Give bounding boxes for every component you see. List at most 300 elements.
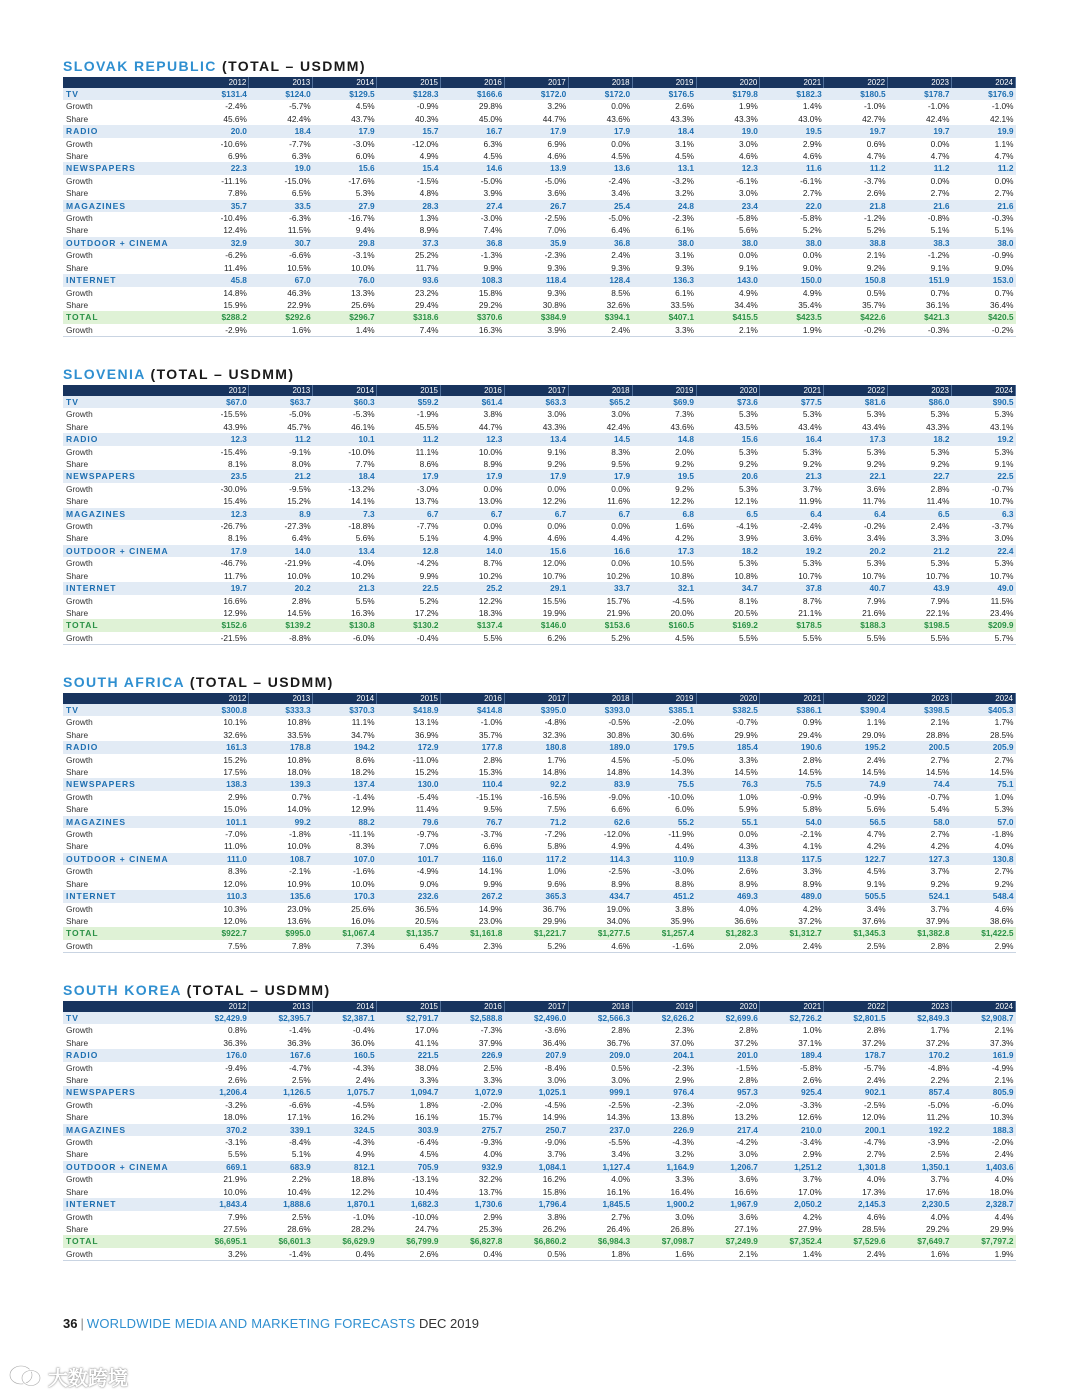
row-label: NEWSPAPERS [63, 1086, 185, 1098]
value-cell: 1,730.6 [441, 1198, 505, 1210]
value-cell: $318.6 [377, 311, 441, 323]
value-cell: 4.0% [738, 903, 758, 914]
value-cell: 17.1% [287, 1112, 311, 1123]
row-label: NEWSPAPERS [63, 778, 185, 790]
value-cell: 26.2% [542, 1223, 567, 1234]
value-cell: 10.2% [351, 570, 375, 581]
value-cell: -4.3% [672, 1137, 694, 1148]
value-cell: 8.7% [483, 558, 503, 569]
year-header-cell: 2023 [888, 1001, 952, 1012]
row-label: OUTDOOR + CINEMA [63, 545, 185, 557]
value-cell: 0.4% [355, 1248, 375, 1259]
row-label: INTERNET [63, 1198, 185, 1210]
value-cell: 22.9% [287, 299, 311, 310]
value-cell: 4.9% [419, 151, 439, 162]
value-cell: 76.7 [441, 816, 505, 828]
value-cell: 12.1% [734, 496, 758, 507]
value-cell: $6,601.3 [249, 1235, 313, 1247]
value-cell: 3.7% [930, 903, 950, 914]
value-cell: $370.6 [441, 311, 505, 323]
value-cell: 37.2% [862, 1037, 886, 1048]
value-cell: 5.2% [802, 225, 822, 236]
row-label: Growth [66, 1137, 93, 1148]
value-cell: $182.3 [760, 88, 824, 100]
value-cell: 3.7% [547, 1149, 567, 1160]
value-cell: 20.0% [670, 607, 694, 618]
row-label: RADIO [63, 433, 185, 445]
value-cell: 138.3 [185, 778, 249, 790]
value-cell: 18.2 [888, 433, 952, 445]
value-cell: 177.8 [441, 741, 505, 753]
row-label: Share [66, 1186, 89, 1197]
value-cell: 17.9 [568, 125, 632, 137]
value-cell: 2,050.2 [760, 1198, 824, 1210]
value-cell: $146.0 [504, 619, 568, 631]
value-cell: $7,352.4 [760, 1235, 824, 1247]
value-cell: 4.7% [930, 151, 950, 162]
value-cell: -10.0% [667, 791, 694, 802]
metric-row [63, 249, 1016, 261]
value-cell: -6.6% [289, 1099, 311, 1110]
value-cell: 36.1% [925, 299, 950, 310]
metric-row [63, 865, 1016, 877]
year-header-cell: 2020 [696, 693, 760, 704]
value-cell: -17.6% [348, 175, 375, 186]
value-cell: 3.0% [675, 1211, 694, 1222]
value-cell: 9.2% [866, 459, 886, 470]
metric-row [63, 1248, 1016, 1261]
year-header-cell: 2018 [568, 693, 632, 704]
value-cell: 35.7 [185, 200, 249, 212]
value-cell: 4.6% [802, 151, 822, 162]
metric-row [63, 903, 1016, 915]
value-cell: $395.0 [504, 704, 568, 716]
value-cell: $188.3 [824, 619, 888, 631]
value-cell: 25.6% [351, 903, 375, 914]
value-cell: 15.0% [223, 804, 247, 815]
value-cell: -0.5% [608, 717, 631, 728]
value-cell: -5.7% [863, 1062, 886, 1073]
value-cell: 11.5% [287, 225, 311, 236]
value-cell: 15.7% [478, 1112, 503, 1123]
value-cell: 7.8% [227, 188, 247, 199]
metric-row [63, 1186, 1016, 1198]
value-cell: 34.7 [696, 582, 760, 594]
value-cell: 117.5 [760, 853, 824, 865]
value-cell: 201.0 [696, 1049, 760, 1061]
value-cell: 13.6 [568, 162, 632, 174]
value-cell: 19.7 [888, 125, 952, 137]
value-cell: 25.3% [478, 1223, 503, 1234]
value-cell: 6.2% [547, 632, 567, 643]
value-cell: -0.4% [352, 1025, 375, 1036]
value-cell: 3.0% [738, 188, 758, 199]
section-title [63, 981, 1016, 999]
value-cell: 5.2% [866, 225, 886, 236]
value-cell: 37.3% [989, 1037, 1014, 1048]
year-header-cell: 2018 [568, 1001, 632, 1012]
value-cell: 2.9% [802, 138, 822, 149]
value-cell: -11.1% [221, 175, 247, 186]
value-cell: 5.2% [547, 940, 567, 951]
value-cell: 17.0% [414, 1025, 439, 1036]
value-cell: 34.4% [734, 299, 758, 310]
value-cell: 1,682.3 [377, 1198, 441, 1210]
value-cell: 19.5 [632, 470, 696, 482]
row-label: Growth [66, 1099, 93, 1110]
value-cell: 5.3% [802, 446, 822, 457]
value-cell: 1.7% [930, 1025, 950, 1036]
value-cell: 1,025.1 [504, 1086, 568, 1098]
year-header-cell: 2022 [824, 1001, 888, 1012]
value-cell: 267.2 [441, 890, 505, 902]
value-cell: 46.1% [351, 421, 375, 432]
value-cell: 71.2 [504, 816, 568, 828]
publication-date: DEC 2019 [418, 1316, 479, 1331]
value-cell: 161.3 [185, 741, 249, 753]
value-cell: 76.0 [313, 274, 377, 286]
value-cell: $86.0 [888, 396, 952, 408]
value-cell: 7.9% [866, 595, 886, 606]
value-cell: -3.6% [544, 1025, 567, 1036]
value-cell: 14.5 [568, 433, 632, 445]
value-cell: 29.1 [504, 582, 568, 594]
value-cell: 12.2% [542, 496, 567, 507]
value-cell: 5.4% [930, 804, 950, 815]
value-cell: $6,695.1 [185, 1235, 249, 1247]
value-cell: 10.3% [223, 903, 247, 914]
value-cell: 36.9% [414, 729, 439, 740]
value-cell: 1.4% [802, 1248, 822, 1259]
value-cell: 10.0% [351, 262, 375, 273]
category-row [63, 1198, 1016, 1210]
category-row [63, 582, 1016, 594]
value-cell: $386.1 [760, 704, 824, 716]
value-cell: 2.4% [994, 1149, 1014, 1160]
value-cell: 43.3% [734, 113, 758, 124]
value-cell: 8.7% [802, 595, 822, 606]
value-cell: 5.2% [419, 595, 439, 606]
row-label: Growth [66, 558, 93, 569]
value-cell: 4.5% [419, 1149, 439, 1160]
value-cell: 11.7% [415, 262, 439, 273]
value-cell: 26.8% [670, 1223, 694, 1234]
value-cell: $2,849.3 [888, 1012, 952, 1024]
value-cell: 217.4 [696, 1124, 760, 1136]
value-cell: 189.0 [568, 741, 632, 753]
value-cell: 1,796.4 [504, 1198, 568, 1210]
value-cell: 4.6% [866, 1211, 886, 1222]
row-label: Share [66, 1037, 89, 1048]
value-cell: 14.1% [478, 866, 503, 877]
year-header-cell: 2018 [568, 385, 632, 396]
value-cell: -30.0% [220, 483, 247, 494]
value-cell: 2.6% [675, 101, 694, 112]
value-cell: 705.9 [377, 1161, 441, 1173]
value-cell: 22.4 [952, 545, 1016, 557]
value-cell: 9.1% [930, 262, 950, 273]
value-cell: 180.8 [504, 741, 568, 753]
value-cell: -0.9% [416, 101, 439, 112]
value-cell: 9.6% [547, 878, 567, 889]
year-header-cell: 2013 [249, 77, 313, 88]
header-blank-cell [63, 1001, 185, 1012]
value-cell: 23.5 [185, 470, 249, 482]
value-cell: -4.1% [736, 521, 758, 532]
value-cell: 7.3% [355, 940, 375, 951]
value-cell: -2.5% [544, 213, 567, 224]
value-cell: 4.5% [483, 151, 503, 162]
value-cell: 2.5% [291, 1211, 311, 1222]
value-cell: 0.0% [611, 521, 631, 532]
value-cell: 4.7% [866, 829, 886, 840]
value-cell: 40.3% [414, 113, 439, 124]
value-cell: 12.0% [223, 915, 247, 926]
value-cell: 2,230.5 [888, 1198, 952, 1210]
row-label: TOTAL [63, 619, 185, 631]
value-cell: 2,145.3 [824, 1198, 888, 1210]
value-cell: 42.1% [989, 113, 1014, 124]
value-cell: 19.2 [952, 433, 1016, 445]
value-cell: 32.6% [606, 299, 631, 310]
value-cell: 5.2% [611, 632, 631, 643]
value-cell: 4.6% [547, 151, 567, 162]
value-cell: 49.0 [952, 582, 1016, 594]
value-cell: 1,870.1 [313, 1198, 377, 1210]
value-cell: 17.9 [504, 470, 568, 482]
value-cell: 16.0% [351, 915, 375, 926]
value-cell: $1,277.5 [568, 927, 632, 939]
value-cell: 18.0% [989, 1186, 1014, 1197]
value-cell: -2.4% [608, 175, 631, 186]
value-cell: 1,251.2 [760, 1161, 824, 1173]
row-label: Share [66, 1223, 89, 1234]
value-cell: 3.6% [547, 188, 567, 199]
value-cell: $81.6 [824, 396, 888, 408]
value-cell: 11.4% [415, 804, 439, 815]
year-header-cell: 2018 [568, 77, 632, 88]
year-header-cell: 2016 [441, 693, 505, 704]
category-row [63, 274, 1016, 286]
value-cell: 24.8 [632, 200, 696, 212]
category-row [63, 1012, 1016, 1024]
value-cell: 20.2 [824, 545, 888, 557]
value-cell: 122.7 [824, 853, 888, 865]
value-cell: 250.7 [504, 1124, 568, 1136]
row-label: Growth [66, 866, 93, 877]
value-cell: 110.3 [185, 890, 249, 902]
value-cell: 7.9% [930, 595, 950, 606]
value-cell: 38.0 [632, 237, 696, 249]
value-cell: 167.6 [249, 1049, 313, 1061]
value-cell: $423.5 [760, 311, 824, 323]
value-cell: 43.4% [862, 421, 886, 432]
value-cell: 36.8 [568, 237, 632, 249]
value-cell: -10.0% [412, 1211, 439, 1222]
metric-row [63, 483, 1016, 495]
row-label: Growth [66, 632, 93, 643]
year-header-cell: 2017 [504, 77, 568, 88]
year-header-cell: 2017 [504, 385, 568, 396]
value-cell: -15.1% [476, 791, 503, 802]
row-label: INTERNET [63, 274, 185, 286]
value-cell: 0.0% [930, 175, 950, 186]
value-cell: 957.3 [696, 1086, 760, 1098]
value-cell: 178.7 [824, 1049, 888, 1061]
value-cell: -4.9% [416, 866, 439, 877]
value-cell: 29.2% [925, 1223, 950, 1234]
value-cell: 6.7 [568, 508, 632, 520]
value-cell: 93.6 [377, 274, 441, 286]
metric-row [63, 1099, 1016, 1111]
value-cell: 12.3 [185, 433, 249, 445]
value-cell: 3.9% [547, 324, 567, 335]
value-cell: 5.3% [738, 483, 758, 494]
value-cell: 6.4 [760, 508, 824, 520]
value-cell: 19.9 [952, 125, 1016, 137]
value-cell: 932.9 [441, 1161, 505, 1173]
value-cell: 35.7% [862, 299, 886, 310]
row-label: Share [66, 767, 89, 778]
value-cell: 15.8% [478, 287, 503, 298]
value-cell: 1.6% [675, 1248, 694, 1259]
value-cell: 2.9% [227, 791, 247, 802]
value-cell: 2.8% [483, 754, 503, 765]
value-cell: 6.4% [611, 225, 631, 236]
value-cell: 5.6% [738, 225, 758, 236]
table-section-south-africa [63, 673, 1016, 953]
value-cell: -5.0% [608, 213, 631, 224]
value-cell: $2,699.6 [696, 1012, 760, 1024]
value-cell: 1.0% [802, 1025, 822, 1036]
row-label: Growth [66, 754, 93, 765]
metric-row [63, 940, 1016, 953]
value-cell: 8.8% [675, 878, 694, 889]
value-cell: 36.3% [223, 1037, 247, 1048]
value-cell: 88.2 [313, 816, 377, 828]
value-cell: $398.5 [888, 704, 952, 716]
value-cell: 43.4% [798, 421, 822, 432]
year-header-cell: 2016 [441, 1001, 505, 1012]
value-cell: $288.2 [185, 311, 249, 323]
value-cell: 32.3% [542, 729, 567, 740]
value-cell: 4.5% [866, 866, 886, 877]
value-cell: 15.2% [223, 754, 247, 765]
value-cell: 4.6% [994, 903, 1014, 914]
value-cell: 2.3% [483, 940, 503, 951]
value-cell: 4.5% [355, 101, 375, 112]
value-cell: -2.4% [225, 101, 247, 112]
value-cell: -2.3% [544, 250, 567, 261]
value-cell: -3.0% [672, 866, 694, 877]
year-header-cell: 2013 [249, 693, 313, 704]
value-cell: 32.9 [185, 237, 249, 249]
value-cell: 5.3% [866, 446, 886, 457]
value-cell: 37.8 [760, 582, 824, 594]
value-cell: -1.5% [736, 1062, 758, 1073]
value-cell: $2,908.7 [952, 1012, 1016, 1024]
value-cell: $7,797.2 [952, 1235, 1016, 1247]
value-cell: $130.2 [377, 619, 441, 631]
value-cell: 7.9% [227, 1211, 247, 1222]
value-cell: 2.1% [738, 324, 758, 335]
metric-row [63, 766, 1016, 778]
value-cell: 6.1% [675, 225, 694, 236]
year-header-cell: 2017 [504, 1001, 568, 1012]
value-cell: 6.7 [504, 508, 568, 520]
value-cell: 150.0 [760, 274, 824, 286]
section-country: SOUTH KOREA [63, 982, 182, 998]
value-cell: 205.9 [952, 741, 1016, 753]
value-cell: 9.9% [483, 262, 503, 273]
value-cell: 135.6 [249, 890, 313, 902]
value-cell: 5.3% [930, 446, 950, 457]
value-cell: 669.1 [185, 1161, 249, 1173]
value-cell: 4.4% [994, 1211, 1014, 1222]
value-cell: 2.6% [738, 866, 758, 877]
row-label: Growth [66, 940, 93, 951]
value-cell: $124.0 [249, 88, 313, 100]
value-cell: 1,127.4 [568, 1161, 632, 1173]
value-cell: -6.0% [352, 632, 375, 643]
value-cell: 29.9% [734, 729, 758, 740]
value-cell: 5.6% [866, 804, 886, 815]
value-cell: 15.4 [377, 162, 441, 174]
value-cell: 35.9 [504, 237, 568, 249]
value-cell: 0.0% [611, 101, 631, 112]
value-cell: $418.9 [377, 704, 441, 716]
value-cell: -3.0% [416, 483, 439, 494]
value-cell: 6.6% [611, 804, 631, 815]
value-cell: 20.2 [249, 582, 313, 594]
value-cell: 21.3 [313, 582, 377, 594]
row-label: Growth [66, 521, 93, 532]
value-cell: -11.9% [668, 829, 694, 840]
metric-row [63, 803, 1016, 815]
value-cell: $176.9 [952, 88, 1016, 100]
value-cell: 6.3 [952, 508, 1016, 520]
value-cell: 4.0% [866, 1174, 886, 1185]
value-cell: $160.5 [632, 619, 696, 631]
chat-bubble-icon [8, 1364, 42, 1390]
value-cell: 221.5 [377, 1049, 441, 1061]
value-cell: -1.0% [927, 101, 950, 112]
metric-row [63, 570, 1016, 582]
value-cell: 8.6% [419, 459, 439, 470]
value-cell: 79.6 [377, 816, 441, 828]
value-cell: 3.4% [866, 903, 886, 914]
value-cell: -4.8% [544, 717, 567, 728]
value-cell: 30.7 [249, 237, 313, 249]
total-row [63, 311, 1016, 323]
value-cell: 13.9 [504, 162, 568, 174]
value-cell: 0.0% [802, 250, 822, 261]
value-cell: 1,072.9 [441, 1086, 505, 1098]
value-cell: 1.9% [738, 101, 758, 112]
value-cell: 226.9 [441, 1049, 505, 1061]
value-cell: 2.2% [930, 1075, 950, 1086]
year-header-cell: 2021 [760, 77, 824, 88]
section-unit: (TOTAL – USDMM) [189, 674, 334, 690]
value-cell: 976.4 [632, 1086, 696, 1098]
value-cell: 232.6 [377, 890, 441, 902]
value-cell: 4.9% [611, 841, 631, 852]
value-cell: $421.3 [888, 311, 952, 323]
value-cell: 33.5 [249, 200, 313, 212]
value-cell: $130.8 [313, 619, 377, 631]
value-cell: -5.0% [544, 175, 567, 186]
year-header-cell: 2020 [696, 1001, 760, 1012]
